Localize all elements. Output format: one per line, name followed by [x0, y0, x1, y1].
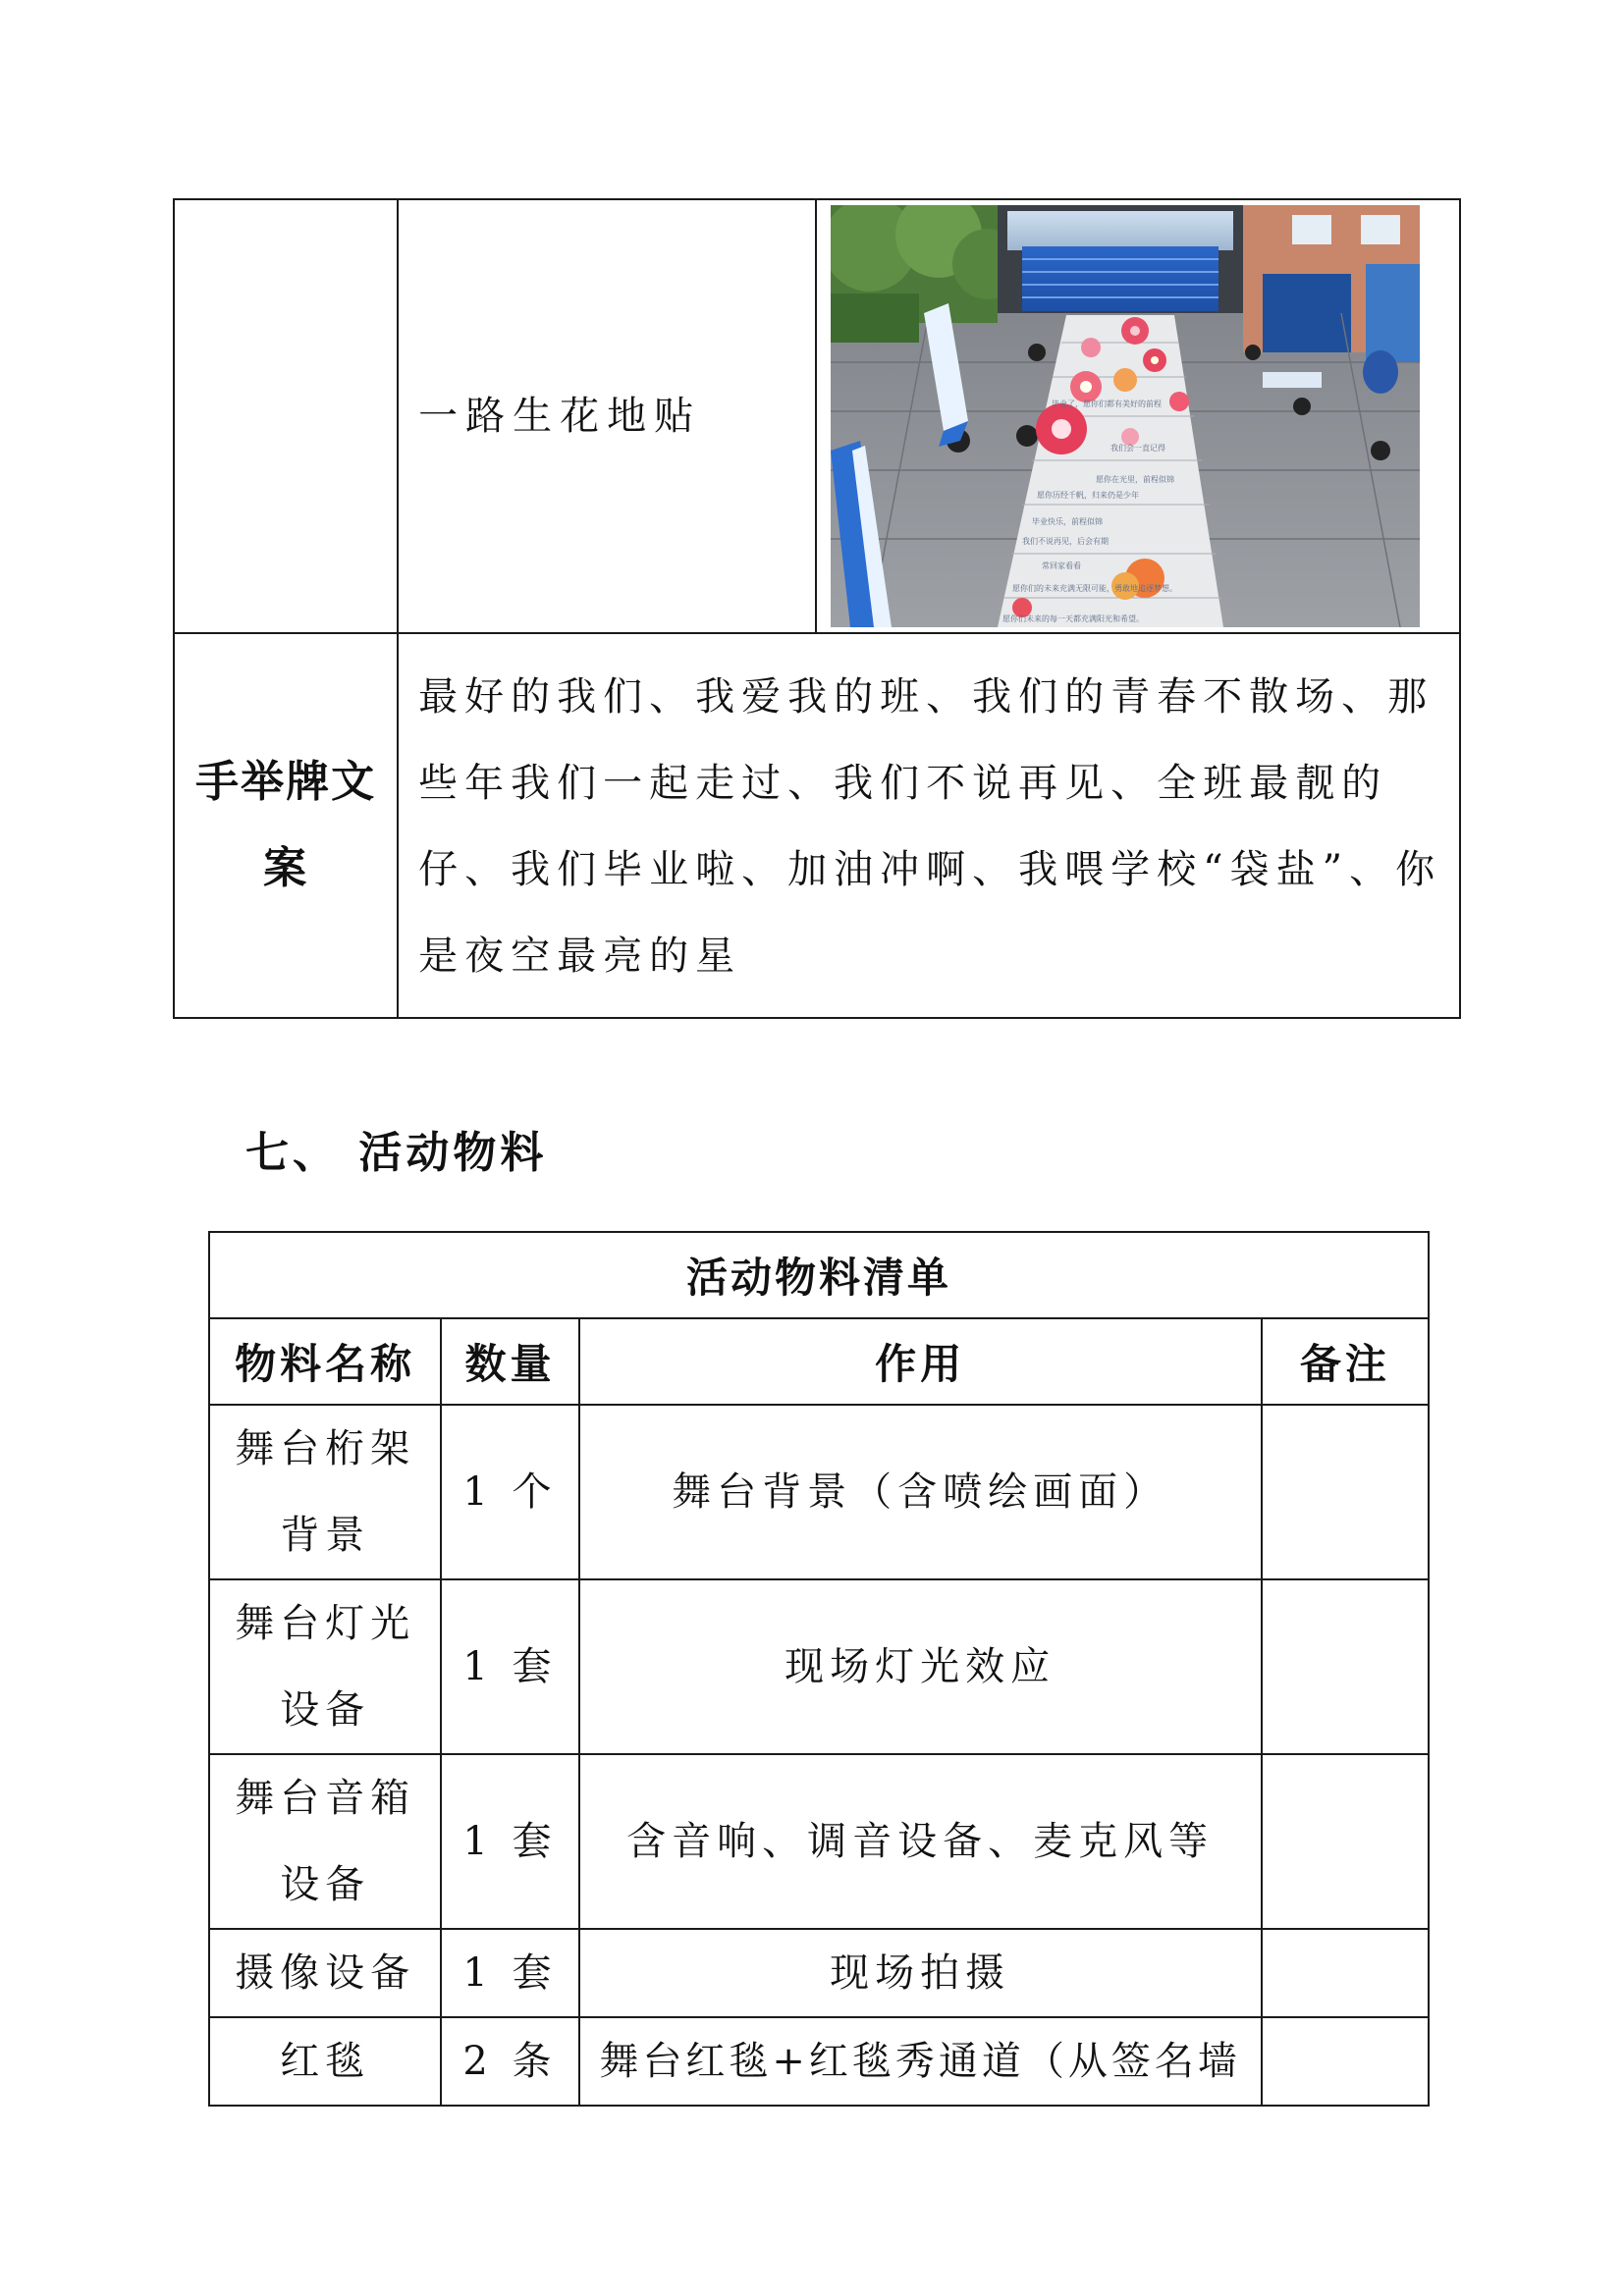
table-row: [174, 199, 1460, 633]
sticker-line: 愿你们的未来充满无限可能，勇敢地追逐梦想。: [1011, 584, 1177, 593]
column-header: 备注: [1262, 1318, 1429, 1405]
material-qty: 1 套: [441, 1754, 578, 1929]
sticker-line: 常回家看看: [1041, 561, 1081, 570]
empty-label-cell: [174, 199, 398, 633]
material-name: 舞台音箱设备: [209, 1754, 441, 1929]
table-row: [209, 1754, 1429, 1929]
material-name: 摄像设备: [209, 1929, 441, 2017]
table-caption-row: [209, 1232, 1429, 1318]
sticker-line: 愿你们未来的每一天都充满阳光和希望。: [1001, 614, 1144, 623]
table-caption: 活动物料清单: [209, 1232, 1429, 1318]
table-row: [209, 1405, 1429, 1579]
material-qty: 1 套: [441, 1579, 578, 1754]
material-note: [1262, 1929, 1429, 2017]
sign-copy-text: 最好的我们、我爱我的班、我们的青春不散场、那些年我们一起走过、我们不说再见、全班最靓的仔、我们毕业啦、加油冲啊、我喂学校“袋盐”、你是夜空最亮的星: [398, 633, 1460, 1018]
column-header: 作用: [579, 1318, 1262, 1405]
material-note: [1262, 1754, 1429, 1929]
materials-table: [208, 1231, 1430, 2107]
floor-sticker-photo: [831, 205, 1420, 627]
material-name: 舞台灯光设备: [209, 1579, 441, 1754]
material-qty: 1 套: [441, 1929, 578, 2017]
material-name: 红毯: [209, 2017, 441, 2106]
sticker-line: 愿你历经千帆，归来仍是少年: [1036, 491, 1139, 500]
sticker-line: 我们会一直记得: [1110, 444, 1165, 453]
material-note: [1262, 2017, 1429, 2106]
table-row: [209, 1579, 1429, 1754]
material-note: [1262, 1405, 1429, 1579]
sticker-line: 毕业快乐，前程似锦: [1031, 517, 1103, 526]
photo-cell: [816, 199, 1460, 633]
material-note: [1262, 1579, 1429, 1754]
table-header-row: [209, 1318, 1429, 1405]
sign-copy-label: 手举牌文案: [174, 633, 398, 1018]
table-row: [174, 633, 1460, 1018]
plan-table: [173, 198, 1461, 1019]
table-row: [209, 1929, 1429, 2017]
material-use: 舞台背景（含喷绘画面）: [579, 1405, 1262, 1579]
floor-sticker-cell: 一路生花地贴: [398, 199, 816, 633]
column-header: 数量: [441, 1318, 578, 1405]
material-use: 舞台红毯+红毯秀通道（从签名墙: [579, 2017, 1262, 2106]
material-qty: 2 条: [441, 2017, 578, 2106]
table-row: [209, 2017, 1429, 2106]
sticker-line: 毕业了，愿你们都有美好的前程: [1051, 400, 1162, 408]
sticker-line: 愿你在光里，前程似锦: [1095, 475, 1174, 484]
material-use: 现场灯光效应: [579, 1579, 1262, 1754]
material-name: 舞台桁架背景: [209, 1405, 441, 1579]
section-heading: 七、 活动物料: [245, 1128, 548, 1178]
material-use: 现场拍摄: [579, 1929, 1262, 2017]
column-header: 物料名称: [209, 1318, 441, 1405]
sticker-line: 我们不说再见，后会有期: [1021, 537, 1109, 546]
material-qty: 1 个: [441, 1405, 578, 1579]
material-use: 含音响、调音设备、麦克风等: [579, 1754, 1262, 1929]
